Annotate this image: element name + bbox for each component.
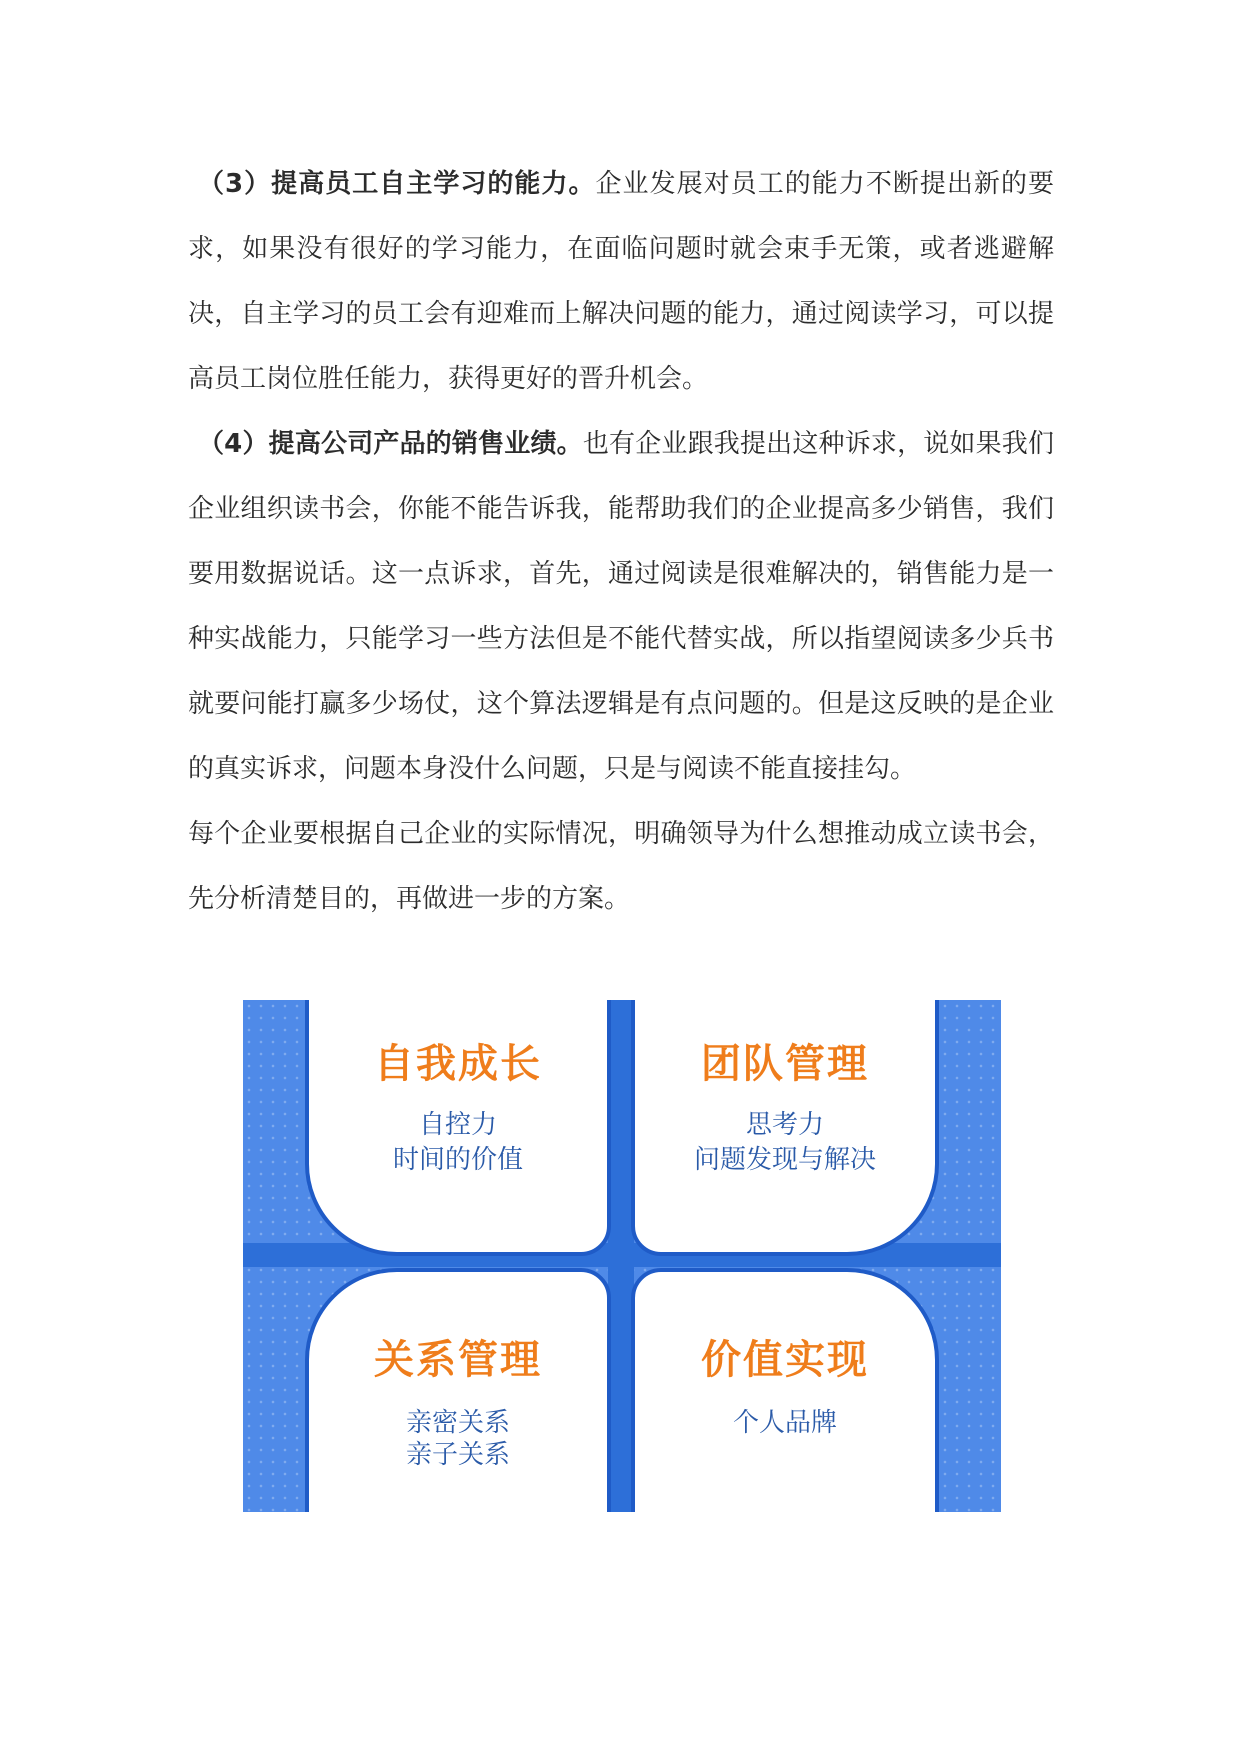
quadrant-self-growth [305,1000,611,1256]
paragraph-lead: （4）提高公司产品的销售业绩。 [198,429,583,459]
quadrant-title: 价值实现 [701,1337,869,1383]
quadrant-relationship-management [305,1268,611,1512]
paragraph-text: 每个企业要根据自己企业的实际情况，明确领导为什么想推动成立读书会，先分析清楚目的，再做进一步的方案。 [188,819,1054,914]
quadrant-title: 关系管理 [374,1337,542,1383]
quadrant-value-realization [631,1268,939,1512]
quadrant-title: 团队管理 [701,1041,869,1087]
paragraph-conclusion [188,802,1054,932]
quadrant-item: 亲密关系 [405,1408,510,1438]
paragraph-3 [188,152,1054,412]
quadrant-team-management [631,1000,939,1256]
quadrant-item: 自控力 [418,1110,497,1140]
article-body [188,152,1054,932]
quadrant-item: 思考力 [745,1110,824,1140]
quadrant-title: 自我成长 [374,1041,542,1087]
quadrant-item: 个人品牌 [732,1408,837,1438]
paragraph-4 [188,412,1054,802]
reading-goals-diagram [243,1000,1001,1512]
paragraph-text: 也有企业跟我提出这种诉求，说如果我们企业组织读书会，你能不能告诉我，能帮助我们的企业提高多少销售，我们要用数据说话。这一点诉求，首先，通过阅读是很难解决的，销售能力是一种实战能力，只能学习一些方法但是不能代替实战，所以指望阅读多少兵书就要问能打赢多少场仗，这个算法逻辑是有点问题的。但是这反映的是企业的真实诉求，问题本身没什么问题，只是与阅读不能直接挂勾。 [188,429,1054,784]
quadrant-item: 问题发现与解决 [693,1145,876,1175]
quadrant-item: 时间的价值 [392,1145,523,1175]
quadrant-item: 亲子关系 [405,1440,510,1470]
paragraph-text: 企业发展对员工的能力不断提出新的要求，如果没有很好的学习能力，在面临问题时就会束手无策，或者逃避解决，自主学习的员工会有迎难而上解决问题的能力，通过阅读学习，可以提高员工岗位胜任能力，获得更好的晋升机会。 [188,169,1054,394]
paragraph-lead: （3）提高员工自主学习的能力。 [198,169,596,199]
